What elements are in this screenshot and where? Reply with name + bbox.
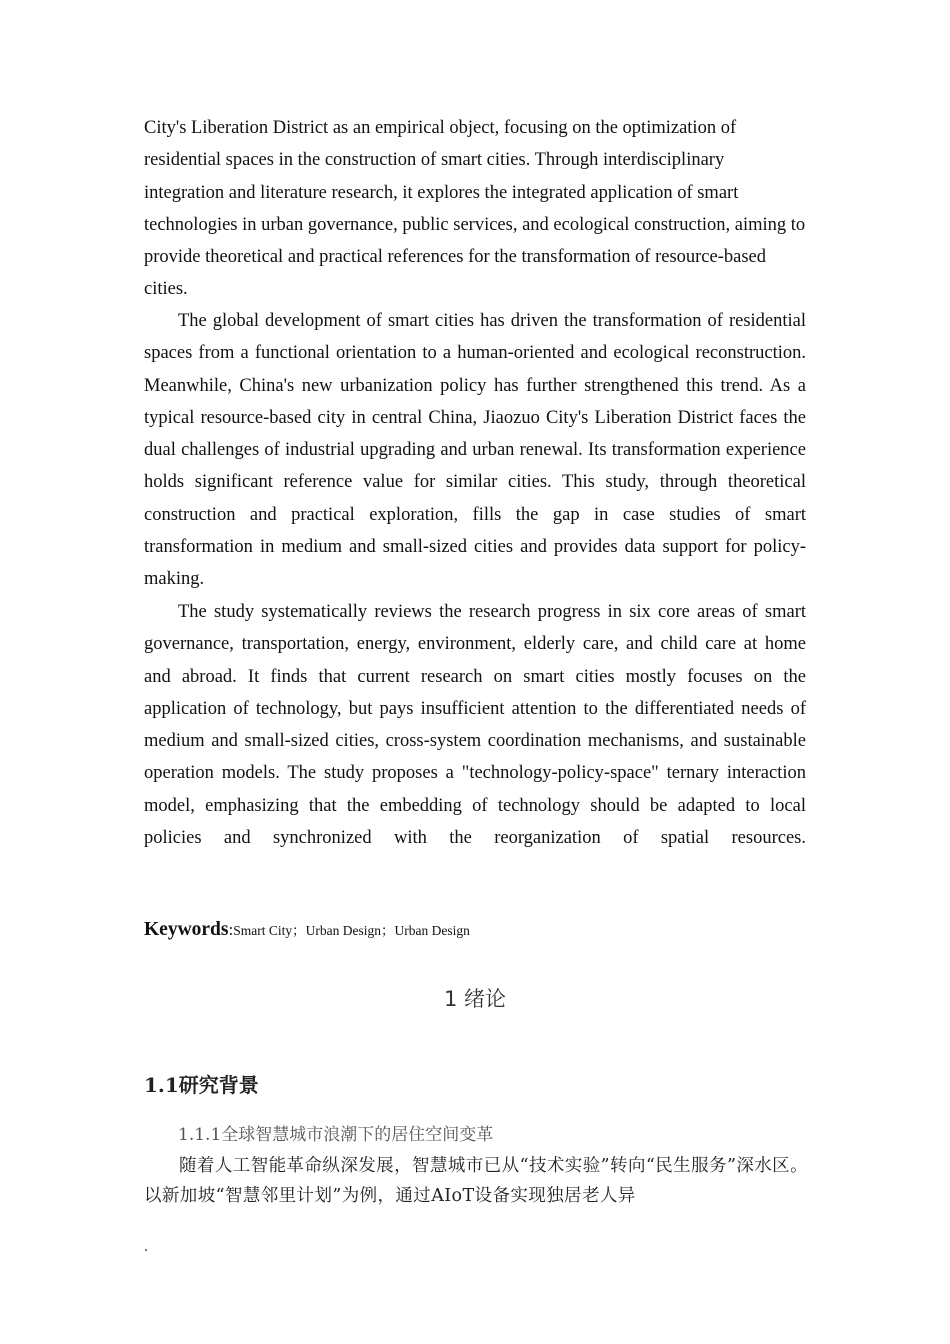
section-heading: 1.1研究背景: [144, 1073, 259, 1097]
subsection-heading: 1.1.1全球智慧城市浪潮下的居住空间变革: [178, 1125, 494, 1145]
abstract-paragraph-2: The global development of smart cities has driven the transformation of residential spaces from a functional orientation to a human-oriented and ecological reconstruction. Meanwhile, China's new urbanization policy has further strengthened this trend. As a typical resource-based city in central China, Jiaozuo City's Liberation District faces the dual challenges of industrial upgrading and urban renewal. Its transformation experience holds significant reference value for similar cities. This study, through theoretical construction and practical exploration, fills the gap in case studies of smart transformation in medium and small-sized cities and provides data support for policy-making.: [144, 311, 806, 590]
keywords-colon: :: [228, 920, 234, 939]
abstract-paragraph-1: City's Liberation District as an empirical object, focusing on the optimization of residential spaces in the construction of smart cities. Through interdisciplinary integration and literature research, it explores the integrated application of smart technologies in urban governance, public services, and ecological construction, aiming to provide theoretical and practical references for the transformation of resource-based cities.: [144, 118, 806, 300]
body-paragraph: 随着人工智能革命纵深发展，智慧城市已从“技术实验”转向“民生服务”深水区。以新加坡“智慧邻里计划”为例，通过AIoT设备实现独居老人异: [144, 1156, 808, 1206]
keywords-values: Smart City；Urban Design；Urban Design: [233, 923, 470, 938]
abstract-paragraph-3: The study systematically reviews the research progress in six core areas of smart governance, transportation, energy, environment, elderly care, and child care at home and abroad. It finds that current research on smart cities mostly focuses on the application of technology, but pays insufficient attention to the differentiated needs of medium and small-sized cities, cross-system coordination mechanisms, and sustainable operation models. The study proposes a "technology-policy-space" ternary interaction model, emphasizing that the embedding of technology should be adapted to local policies and synchronized with the reorganization of spatial resources.: [144, 602, 806, 849]
keywords-label: Keywords: [144, 919, 229, 940]
footer-mark: .: [144, 1238, 148, 1255]
keywords-line: [144, 919, 470, 941]
chapter-heading: 1 绪论: [443, 987, 507, 1011]
